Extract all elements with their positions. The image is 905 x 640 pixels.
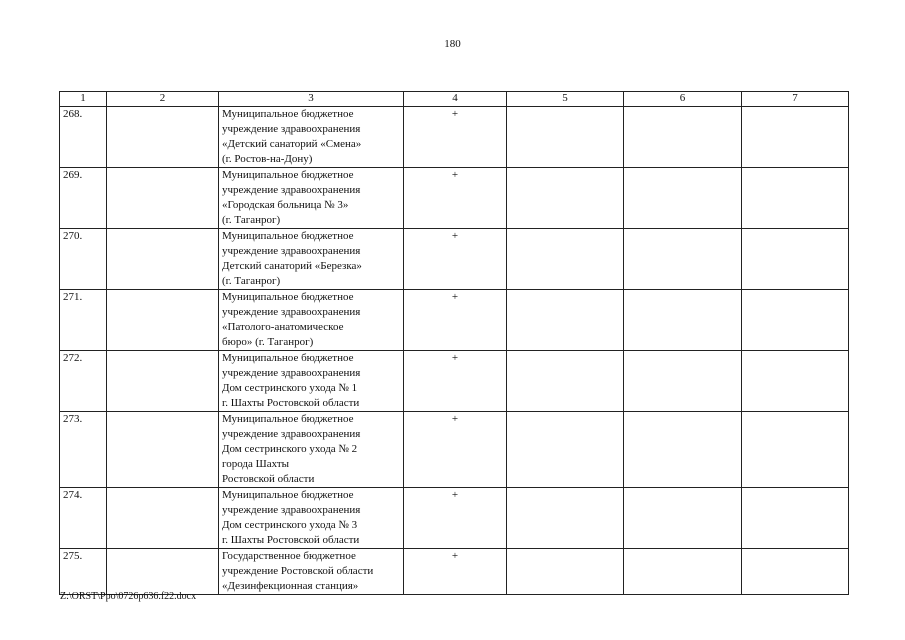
table-row: [60, 168, 849, 229]
institution-name: Муниципальное бюджетное учреждение здравоохранения «Детский санаторий «Смена» (г. Ростов-на-Дону): [219, 107, 404, 168]
table-row: [60, 412, 849, 488]
cell-col2: [107, 229, 219, 290]
institution-name: Муниципальное бюджетное учреждение здравоохранения «Городская больница № 3» (г. Таганрог): [219, 168, 404, 229]
cell-col6: [624, 290, 742, 351]
institution-name: Муниципальное бюджетное учреждение здравоохранения Дом сестринского ухода № 1 г. Шахты Ростовской области: [219, 351, 404, 412]
cell-col4-mark: +: [404, 488, 507, 549]
table-row: [60, 549, 849, 595]
cell-col4-mark: +: [404, 549, 507, 595]
institution-name: Муниципальное бюджетное учреждение здравоохранения «Патолого-анатомическое бюро» (г. Таганрог): [219, 290, 404, 351]
cell-col6: [624, 549, 742, 595]
cell-col4-mark: +: [404, 107, 507, 168]
institution-name: Муниципальное бюджетное учреждение здравоохранения Дом сестринского ухода № 3 г. Шахты Ростовской области: [219, 488, 404, 549]
cell-col7: [742, 107, 849, 168]
header-row: [60, 92, 849, 107]
row-number: 270.: [60, 229, 107, 290]
cell-col2: [107, 107, 219, 168]
row-number: 274.: [60, 488, 107, 549]
row-number: 271.: [60, 290, 107, 351]
cell-col5: [507, 488, 624, 549]
cell-col5: [507, 549, 624, 595]
footer-file-path: Z:\ORST\Ppo\0726p636.f22.docx: [60, 591, 197, 602]
cell-col7: [742, 168, 849, 229]
institution-name: Муниципальное бюджетное учреждение здравоохранения Детский санаторий «Березка» (г. Таганрог): [219, 229, 404, 290]
cell-col6: [624, 229, 742, 290]
institution-name: Государственное бюджетное учреждение Ростовской области «Дезинфекционная станция»: [219, 549, 404, 595]
cell-col4-mark: +: [404, 412, 507, 488]
column-header-3: 3: [219, 92, 404, 107]
cell-col4-mark: +: [404, 229, 507, 290]
cell-col7: [742, 351, 849, 412]
cell-col4-mark: +: [404, 290, 507, 351]
row-number: 269.: [60, 168, 107, 229]
cell-col5: [507, 412, 624, 488]
cell-col7: [742, 488, 849, 549]
row-number: 268.: [60, 107, 107, 168]
cell-col5: [507, 351, 624, 412]
column-header-6: 6: [624, 92, 742, 107]
cell-col5: [507, 290, 624, 351]
cell-col2: [107, 351, 219, 412]
cell-col2: [107, 488, 219, 549]
cell-col6: [624, 412, 742, 488]
cell-col5: [507, 168, 624, 229]
cell-col4-mark: +: [404, 351, 507, 412]
column-header-5: 5: [507, 92, 624, 107]
column-header-1: 1: [60, 92, 107, 107]
cell-col6: [624, 351, 742, 412]
page-number: 180: [444, 38, 461, 50]
cell-col2: [107, 412, 219, 488]
column-header-7: 7: [742, 92, 849, 107]
cell-col7: [742, 290, 849, 351]
column-header-2: 2: [107, 92, 219, 107]
cell-col2: [107, 168, 219, 229]
cell-col6: [624, 107, 742, 168]
institution-name: Муниципальное бюджетное учреждение здравоохранения Дом сестринского ухода № 2 города Шахты Ростовской области: [219, 412, 404, 488]
cell-col4-mark: +: [404, 168, 507, 229]
row-number: 273.: [60, 412, 107, 488]
cell-col5: [507, 229, 624, 290]
column-header-4: 4: [404, 92, 507, 107]
cell-col2: [107, 549, 219, 595]
table-row: [60, 229, 849, 290]
table-row: [60, 488, 849, 549]
cell-col5: [507, 107, 624, 168]
cell-col6: [624, 488, 742, 549]
row-number: 272.: [60, 351, 107, 412]
cell-col7: [742, 229, 849, 290]
institutions-table: [59, 91, 849, 595]
row-number: 275.: [60, 549, 107, 595]
table-row: [60, 351, 849, 412]
table-row: [60, 290, 849, 351]
cell-col7: [742, 549, 849, 595]
table-row: [60, 107, 849, 168]
cell-col7: [742, 412, 849, 488]
cell-col2: [107, 290, 219, 351]
cell-col6: [624, 168, 742, 229]
